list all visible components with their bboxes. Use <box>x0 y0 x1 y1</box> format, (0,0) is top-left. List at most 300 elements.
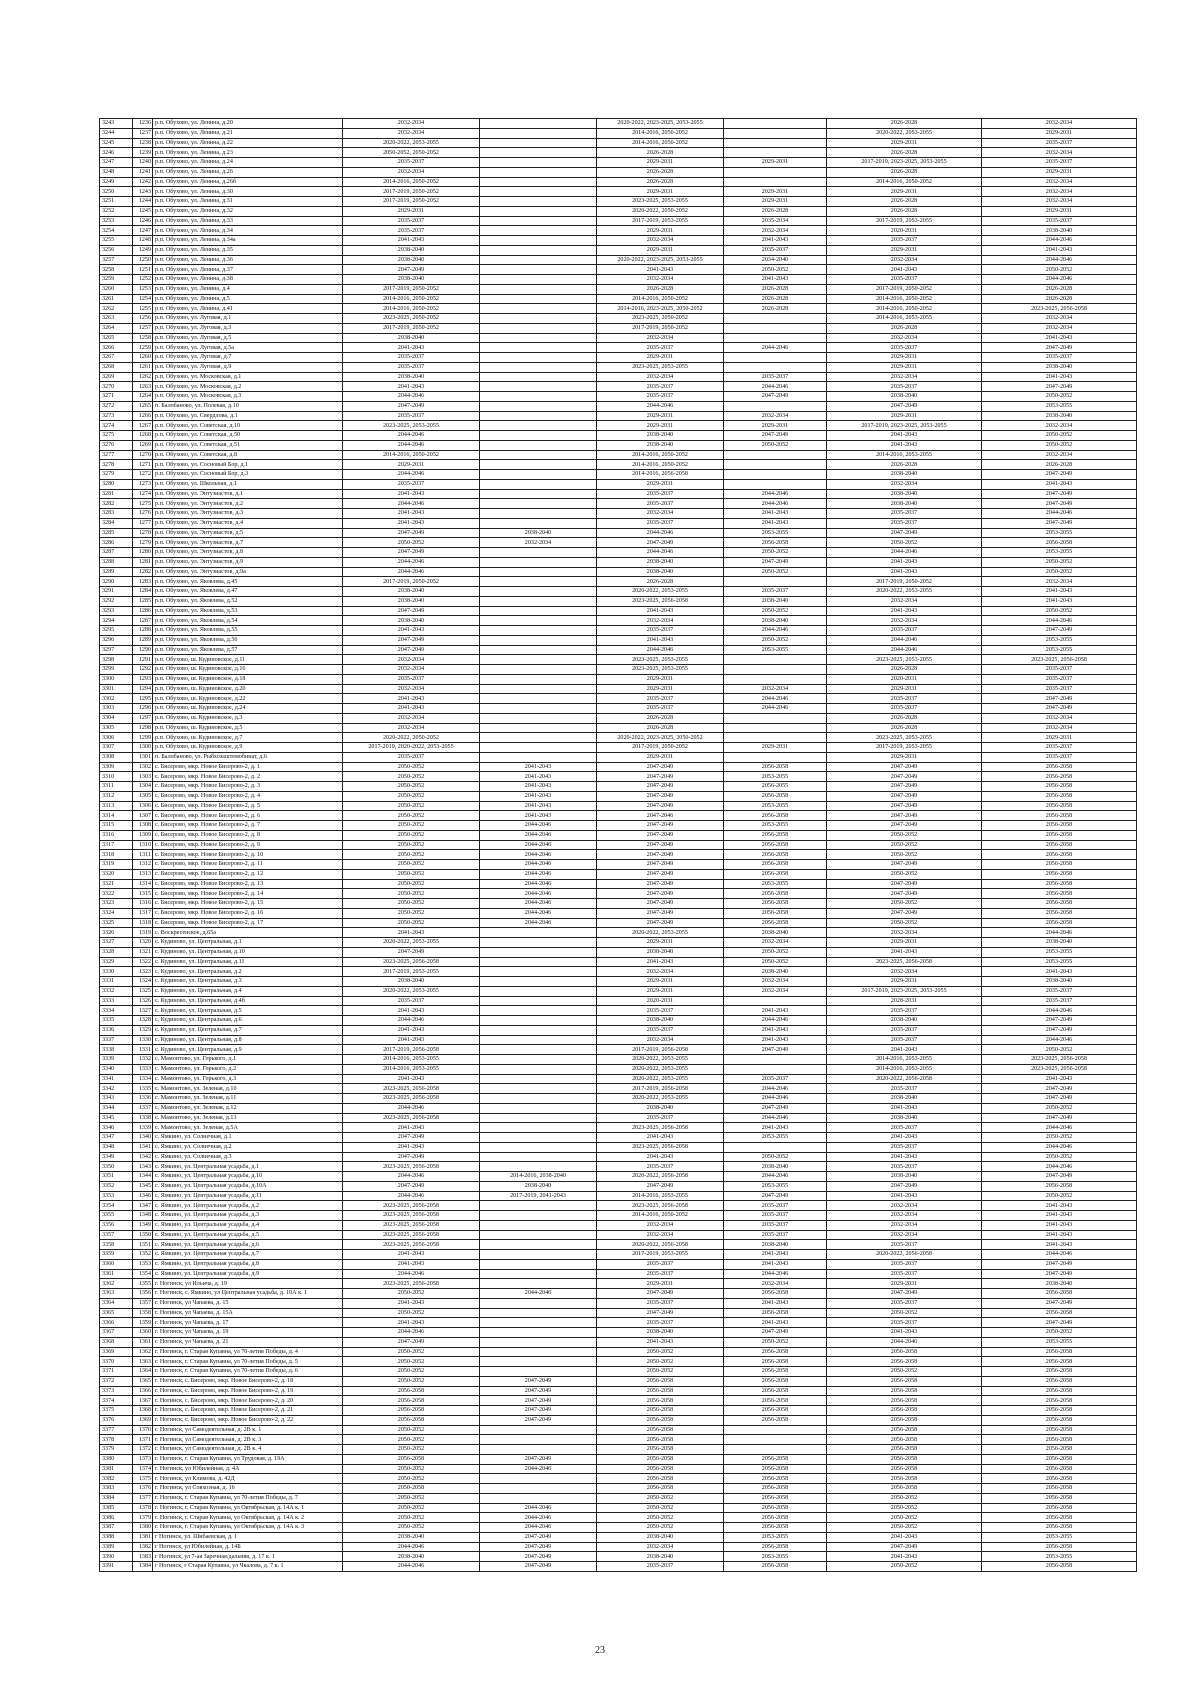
period-4-cell: 2038-2040 <box>724 1162 827 1172</box>
address-cell: с. Ямкино, ул. Центральная усадьба, д.7 <box>153 1250 343 1260</box>
period-6-cell: 2032-2034 <box>982 197 1137 207</box>
address-cell: р.п. Обухово, ул. Ленина, д.22 <box>153 138 343 148</box>
item-number-cell: 1354 <box>133 1269 153 1279</box>
period-6-cell: 2056-2058 <box>982 811 1137 821</box>
address-cell: с. Мамонтово, ул. Зеленая, д.10 <box>153 1084 343 1094</box>
row-index-cell: 3258 <box>100 265 133 275</box>
address-cell: г. Ногинск, ул Самодеятельная, д. 2В к. 3 <box>153 1435 343 1445</box>
period-2-cell: 2044-2046 <box>480 908 597 918</box>
item-number-cell: 1289 <box>133 635 153 645</box>
table-row <box>100 245 1137 255</box>
address-cell: с. Бисерово, мкр. Новое Бисерово-2, д. 3 <box>153 782 343 792</box>
period-3-cell: 2038-2040 <box>597 1328 724 1338</box>
period-1-cell: 2047-2049 <box>343 1181 480 1191</box>
table-row <box>100 1016 1137 1026</box>
period-6-cell: 2032-2034 <box>982 187 1137 197</box>
row-index-cell: 3278 <box>100 460 133 470</box>
period-6-cell: 2026-2028 <box>982 284 1137 294</box>
table-row <box>100 1347 1137 1357</box>
period-6-cell: 2038-2040 <box>982 1279 1137 1289</box>
address-cell: с. Бисерово, мкр. Новое Бисерово-2, д. 4 <box>153 791 343 801</box>
row-index-cell: 3369 <box>100 1347 133 1357</box>
period-2-cell <box>480 1211 597 1221</box>
address-cell: р.п. Обухово, ш. Кудиновское, д.5 <box>153 723 343 733</box>
period-4-cell <box>724 470 827 480</box>
period-5-cell: 2041-2043 <box>827 947 982 957</box>
row-index-cell: 3322 <box>100 889 133 899</box>
period-1-cell: 2050-2052 <box>343 782 480 792</box>
period-3-cell: 2044-2046 <box>597 645 724 655</box>
period-3-cell: 2014-2016, 2023-2025, 2050-2052 <box>597 304 724 314</box>
period-1-cell: 2023-2025, 2056-2058 <box>343 1201 480 1211</box>
period-4-cell <box>724 1445 827 1455</box>
period-1-cell: 2023-2025, 2056-2058 <box>343 1162 480 1172</box>
address-cell: с. Ямкино, ул. Центральная усадьба, д.3 <box>153 1211 343 1221</box>
item-number-cell: 1312 <box>133 860 153 870</box>
period-2-cell <box>480 1240 597 1250</box>
period-6-cell: 2032-2034 <box>982 323 1137 333</box>
address-cell: р.п. Обухово, ш. Кудиновское, д.22 <box>153 694 343 704</box>
period-2-cell <box>480 1425 597 1435</box>
row-index-cell: 3269 <box>100 372 133 382</box>
address-cell: с. Мамонтово, ул. Зеленая, д.5А <box>153 1123 343 1133</box>
period-6-cell: 2056-2058 <box>982 1181 1137 1191</box>
table-row <box>100 489 1137 499</box>
item-number-cell: 1314 <box>133 879 153 889</box>
period-3-cell: 2035-2037 <box>597 392 724 402</box>
period-5-cell: 2047-2049 <box>827 772 982 782</box>
table-row <box>100 665 1137 675</box>
period-3-cell: 2050-2052 <box>597 1523 724 1533</box>
table-row <box>100 138 1137 148</box>
period-6-cell: 2056-2058 <box>982 1367 1137 1377</box>
row-index-cell: 3376 <box>100 1415 133 1425</box>
period-2-cell <box>480 1064 597 1074</box>
period-6-cell: 2047-2049 <box>982 1172 1137 1182</box>
item-number-cell: 1307 <box>133 811 153 821</box>
period-4-cell: 2035-2037 <box>724 245 827 255</box>
period-3-cell: 2035-2037 <box>597 518 724 528</box>
item-number-cell: 1248 <box>133 236 153 246</box>
item-number-cell: 1290 <box>133 645 153 655</box>
table-row <box>100 226 1137 236</box>
period-2-cell <box>480 460 597 470</box>
address-cell: г. Ногинск, ул Юбилейная, д. 4А <box>153 1464 343 1474</box>
period-5-cell: 2056-2058 <box>827 1415 982 1425</box>
period-1-cell: 2035-2037 <box>343 479 480 489</box>
period-3-cell: 2035-2037 <box>597 499 724 509</box>
period-1-cell: 2050-2058 <box>343 1484 480 1494</box>
address-cell: р.п. Обухово, ул. Ленина, д.30 <box>153 187 343 197</box>
period-4-cell: 2053-2055 <box>724 821 827 831</box>
period-5-cell: 2038-2040 <box>827 470 982 480</box>
row-index-cell: 3388 <box>100 1532 133 1542</box>
period-2-cell <box>480 284 597 294</box>
row-index-cell: 3296 <box>100 635 133 645</box>
table-row <box>100 1542 1137 1552</box>
period-6-cell: 2056-2058 <box>982 918 1137 928</box>
period-1-cell: 2020-2022, 2053-2055 <box>343 986 480 996</box>
period-4-cell: 2056-2058 <box>724 1523 827 1533</box>
period-1-cell: 2041-2043 <box>343 236 480 246</box>
row-index-cell: 3366 <box>100 1318 133 1328</box>
row-index-cell: 3387 <box>100 1523 133 1533</box>
period-3-cell: 2032-2034 <box>597 333 724 343</box>
period-4-cell: 2038-2040 <box>724 1240 827 1250</box>
period-4-cell: 2056-2058 <box>724 1562 827 1572</box>
table-row <box>100 197 1137 207</box>
table-row <box>100 538 1137 548</box>
table-row <box>100 1503 1137 1513</box>
item-number-cell: 1304 <box>133 782 153 792</box>
address-cell: г. Ногинск, ул Чапаева, д. 17 <box>153 1318 343 1328</box>
address-cell: р.п. Обухово, ул. Энтузиастов, д.4 <box>153 518 343 528</box>
period-4-cell: 2056-2058 <box>724 1464 827 1474</box>
address-cell: р.п. Обухово, ул. Энтузиастов, д.5 <box>153 528 343 538</box>
period-6-cell: 2056-2058 <box>982 1464 1137 1474</box>
period-4-cell: 2044-2046 <box>724 1016 827 1026</box>
period-5-cell: 2050-2052 <box>827 1367 982 1377</box>
table-row <box>100 177 1137 187</box>
period-1-cell: 2050-2052 <box>343 879 480 889</box>
period-5-cell: 2044-2046 <box>827 635 982 645</box>
period-5-cell: 2041-2043 <box>827 1191 982 1201</box>
address-cell: п. Балобаново, ул. Полевая, д.10 <box>153 401 343 411</box>
row-index-cell: 3391 <box>100 1562 133 1572</box>
period-3-cell: 2020-2022, 2053-2055 <box>597 928 724 938</box>
item-number-cell: 1328 <box>133 1016 153 1026</box>
period-1-cell: 2050-2052 <box>343 1308 480 1318</box>
period-3-cell: 2029-2031 <box>597 353 724 363</box>
row-index-cell: 3287 <box>100 548 133 558</box>
table-row <box>100 548 1137 558</box>
period-3-cell: 2029-2031 <box>597 187 724 197</box>
address-cell: с. Бисерово, мкр. Новое Бисерово-2, д. 10 <box>153 850 343 860</box>
period-5-cell: 2050-2052 <box>827 840 982 850</box>
period-6-cell: 2047-2049 <box>982 1298 1137 1308</box>
address-cell: р.п. Обухово, ул. Яковлева, д.54 <box>153 616 343 626</box>
row-index-cell: 3357 <box>100 1230 133 1240</box>
period-5-cell: 2014-2016, 2050-2052 <box>827 177 982 187</box>
item-number-cell: 1282 <box>133 567 153 577</box>
period-2-cell <box>480 392 597 402</box>
row-index-cell: 3283 <box>100 509 133 519</box>
period-1-cell: 2032-2034 <box>343 655 480 665</box>
period-3-cell: 2041-2043 <box>597 957 724 967</box>
period-6-cell: 2056-2058 <box>982 782 1137 792</box>
period-2-cell <box>480 557 597 567</box>
period-6-cell: 2056-2058 <box>982 879 1137 889</box>
period-1-cell: 2050-2052 <box>343 1493 480 1503</box>
period-3-cell: 2020-2022, 2023-2025, 2050-2052 <box>597 733 724 743</box>
period-5-cell: 2032-2034 <box>827 967 982 977</box>
item-number-cell: 1323 <box>133 967 153 977</box>
period-1-cell: 2044-2046 <box>343 499 480 509</box>
period-6-cell: 2044-2046 <box>982 1035 1137 1045</box>
period-6-cell: 2029-2031 <box>982 206 1137 216</box>
period-4-cell: 2035-2037 <box>724 1201 827 1211</box>
period-5-cell: 2020-2022, 2053-2055 <box>827 587 982 597</box>
period-3-cell: 2056-2058 <box>597 1454 724 1464</box>
period-5-cell: 2047-2049 <box>827 782 982 792</box>
period-4-cell: 2041-2043 <box>724 1035 827 1045</box>
item-number-cell: 1319 <box>133 928 153 938</box>
period-4-cell: 2053-2055 <box>724 1181 827 1191</box>
period-5-cell: 2056-2058 <box>827 1474 982 1484</box>
period-6-cell: 2056-2058 <box>982 830 1137 840</box>
period-2-cell <box>480 197 597 207</box>
period-6-cell: 2056-2058 <box>982 1406 1137 1416</box>
table-row <box>100 1357 1137 1367</box>
period-5-cell: 2029-2031 <box>827 1279 982 1289</box>
item-number-cell: 1331 <box>133 1045 153 1055</box>
period-1-cell: 2050-2052 <box>343 538 480 548</box>
item-number-cell: 1377 <box>133 1493 153 1503</box>
period-5-cell: 2041-2043 <box>827 440 982 450</box>
period-5-cell: 2029-2031 <box>827 411 982 421</box>
item-number-cell: 1273 <box>133 479 153 489</box>
table-row <box>100 1532 1137 1542</box>
period-1-cell: 2050-2052 <box>343 1376 480 1386</box>
period-5-cell: 2056-2058 <box>827 1484 982 1494</box>
address-cell: р.п. Обухово, ул. Ленина, д.34 <box>153 226 343 236</box>
item-number-cell: 1270 <box>133 450 153 460</box>
period-3-cell: 2020-2022, 2056-2058 <box>597 1240 724 1250</box>
period-3-cell: 2047-2049 <box>597 889 724 899</box>
period-4-cell: 2050-2052 <box>724 548 827 558</box>
row-index-cell: 3330 <box>100 967 133 977</box>
period-5-cell: 2014-2016, 2053-2055 <box>827 314 982 324</box>
item-number-cell: 1268 <box>133 431 153 441</box>
address-cell: с. Кудиново, ул. Центральная, д.5 <box>153 1006 343 1016</box>
period-6-cell: 2047-2049 <box>982 704 1137 714</box>
period-1-cell: 2050-2052 <box>343 1503 480 1513</box>
address-cell: р.п. Обухово, ул. Яковлева, д.55 <box>153 626 343 636</box>
period-5-cell: 2041-2043 <box>827 1532 982 1542</box>
address-cell: р.п. Обухово, ул. Ленина, д.32 <box>153 206 343 216</box>
period-2-cell: 2044-2046 <box>480 869 597 879</box>
table-row <box>100 1201 1137 1211</box>
row-index-cell: 3312 <box>100 791 133 801</box>
address-cell: г. Ногинск, г. Старая Купавна, ул 70-летия Победы, д. 7 <box>153 1493 343 1503</box>
period-6-cell: 2047-2049 <box>982 1318 1137 1328</box>
table-row <box>100 821 1137 831</box>
item-number-cell: 1296 <box>133 704 153 714</box>
table-row <box>100 684 1137 694</box>
period-6-cell: 2023-2025, 2056-2058 <box>982 1064 1137 1074</box>
period-4-cell: 2044-2046 <box>724 1094 827 1104</box>
period-5-cell: 2041-2043 <box>827 1552 982 1562</box>
period-5-cell: 2038-2040 <box>827 489 982 499</box>
period-4-cell: 2056-2058 <box>724 840 827 850</box>
table-row <box>100 392 1137 402</box>
table-row <box>100 1454 1137 1464</box>
row-index-cell: 3293 <box>100 606 133 616</box>
period-2-cell <box>480 138 597 148</box>
period-4-cell: 2034-2040 <box>724 255 827 265</box>
period-2-cell <box>480 314 597 324</box>
address-cell: р.п. Обухово, ул. Яковлева, д.47 <box>153 587 343 597</box>
period-2-cell <box>480 489 597 499</box>
period-3-cell: 2047-2049 <box>597 1289 724 1299</box>
period-1-cell: 2023-2025, 2056-2058 <box>343 957 480 967</box>
address-cell: р.п. Обухово, ул. Советская, д.50 <box>153 431 343 441</box>
row-index-cell: 3361 <box>100 1269 133 1279</box>
period-3-cell: 2047-2049 <box>597 1181 724 1191</box>
row-index-cell: 3379 <box>100 1445 133 1455</box>
period-3-cell: 2026-2028 <box>597 167 724 177</box>
table-row <box>100 1337 1137 1347</box>
address-cell: г. Ногинск, г. Старая Купавна, ул 70-летия Победы, д. 4 <box>153 1347 343 1357</box>
row-index-cell: 3299 <box>100 665 133 675</box>
period-4-cell: 2044-2046 <box>724 1113 827 1123</box>
period-4-cell <box>724 177 827 187</box>
period-3-cell: 2056-2058 <box>597 1425 724 1435</box>
period-6-cell: 2050-2052 <box>982 1191 1137 1201</box>
address-cell: с. Кудиново, ул. Центральная, д.8 <box>153 1035 343 1045</box>
table-row <box>100 1386 1137 1396</box>
period-5-cell: 2020-2022, 2056-2058 <box>827 1250 982 1260</box>
period-6-cell: 2026-2028 <box>982 294 1137 304</box>
period-1-cell: 2047-2049 <box>343 401 480 411</box>
period-6-cell: 2047-2049 <box>982 1025 1137 1035</box>
period-2-cell <box>480 723 597 733</box>
period-1-cell: 2041-2043 <box>343 382 480 392</box>
period-4-cell: 2056-2058 <box>724 850 827 860</box>
table-row <box>100 596 1137 606</box>
period-6-cell: 2032-2034 <box>982 421 1137 431</box>
address-cell: с. Кудиново, ул. Центральная, д.1 <box>153 938 343 948</box>
period-6-cell: 2047-2049 <box>982 489 1137 499</box>
period-3-cell: 2035-2037 <box>597 1113 724 1123</box>
period-2-cell: 2017-2019, 2041-2043 <box>480 1191 597 1201</box>
period-1-cell: 2044-2046 <box>343 1269 480 1279</box>
period-5-cell: 2047-2049 <box>827 1181 982 1191</box>
period-5-cell: 2038-2040 <box>827 1094 982 1104</box>
address-cell: г. Ногинск, ул Климова, д. 42Д <box>153 1474 343 1484</box>
period-3-cell: 2047-2049 <box>597 791 724 801</box>
address-cell: р.п. Обухово, ул. Ленина, д.20 <box>153 119 343 129</box>
period-1-cell: 2035-2037 <box>343 216 480 226</box>
table-row <box>100 860 1137 870</box>
period-2-cell: 2041-2043 <box>480 791 597 801</box>
period-6-cell: 2047-2049 <box>982 499 1137 509</box>
row-index-cell: 3385 <box>100 1503 133 1513</box>
period-3-cell: 2056-2058 <box>597 1435 724 1445</box>
period-3-cell: 2047-2049 <box>597 830 724 840</box>
address-cell: р.п. Обухово, ул. Луговая, д.5а <box>153 343 343 353</box>
period-6-cell: 2056-2058 <box>982 791 1137 801</box>
period-2-cell <box>480 158 597 168</box>
table-row <box>100 674 1137 684</box>
period-4-cell <box>724 148 827 158</box>
period-4-cell: 2035-2034 <box>724 216 827 226</box>
period-5-cell: 2023-2025, 2053-2055 <box>827 733 982 743</box>
period-2-cell: 2044-2046 <box>480 1513 597 1523</box>
table-row <box>100 772 1137 782</box>
period-3-cell: 2023-2025, 2056-2058 <box>597 1142 724 1152</box>
period-1-cell: 2050-2052 <box>343 1464 480 1474</box>
period-4-cell: 2056-2058 <box>724 1484 827 1494</box>
period-1-cell: 2050-2052 <box>343 821 480 831</box>
period-1-cell: 2047-2049 <box>343 645 480 655</box>
table-row <box>100 645 1137 655</box>
item-number-cell: 1262 <box>133 372 153 382</box>
period-5-cell: 2014-2016, 2050-2052 <box>827 304 982 314</box>
period-4-cell: 2056-2058 <box>724 1513 827 1523</box>
address-cell: р.п. Обухово, ул. Ленина, д.31 <box>153 197 343 207</box>
table-row <box>100 1142 1137 1152</box>
address-cell: с. Кудиново, ул. Центральная, д.4б <box>153 996 343 1006</box>
period-4-cell: 2038-2040 <box>724 928 827 938</box>
row-index-cell: 3381 <box>100 1464 133 1474</box>
item-number-cell: 1320 <box>133 938 153 948</box>
period-1-cell: 2041-2043 <box>343 1025 480 1035</box>
period-2-cell: 2044-2046 <box>480 918 597 928</box>
period-6-cell: 2047-2049 <box>982 343 1137 353</box>
period-2-cell <box>480 265 597 275</box>
period-5-cell: 2026-2028 <box>827 323 982 333</box>
address-cell: с. Ямкино, ул. Центральная усадьба, д.8 <box>153 1259 343 1269</box>
row-index-cell: 3327 <box>100 938 133 948</box>
period-3-cell: 2017-2019, 2053-2055 <box>597 1250 724 1260</box>
period-6-cell: 2035-2037 <box>982 684 1137 694</box>
period-2-cell <box>480 1123 597 1133</box>
period-4-cell: 2056-2058 <box>724 899 827 909</box>
period-1-cell: 2050-2052 <box>343 1357 480 1367</box>
period-4-cell: 2041-2043 <box>724 1025 827 1035</box>
address-cell: р.п. Обухово, ул. Луговая, д.7 <box>153 353 343 363</box>
period-1-cell: 2050-2052 <box>343 801 480 811</box>
period-6-cell: 2032-2034 <box>982 450 1137 460</box>
item-number-cell: 1374 <box>133 1464 153 1474</box>
period-5-cell: 2041-2043 <box>827 265 982 275</box>
row-index-cell: 3362 <box>100 1279 133 1289</box>
table-row <box>100 762 1137 772</box>
period-3-cell: 2038-2040 <box>597 431 724 441</box>
table-row <box>100 167 1137 177</box>
period-3-cell: 2032-2034 <box>597 509 724 519</box>
period-1-cell: 2041-2043 <box>343 1298 480 1308</box>
table-row <box>100 1133 1137 1143</box>
item-number-cell: 1357 <box>133 1298 153 1308</box>
row-index-cell: 3380 <box>100 1454 133 1464</box>
address-cell: р.п. Обухово, ул. Луговая, д.5 <box>153 333 343 343</box>
period-5-cell: 2017-2019, 2050-2052 <box>827 284 982 294</box>
row-index-cell: 3291 <box>100 587 133 597</box>
row-index-cell: 3286 <box>100 538 133 548</box>
period-3-cell: 2047-2049 <box>597 801 724 811</box>
item-number-cell: 1316 <box>133 899 153 909</box>
row-index-cell: 3336 <box>100 1025 133 1035</box>
period-2-cell <box>480 1094 597 1104</box>
period-1-cell: 2047-2049 <box>343 528 480 538</box>
item-number-cell: 1317 <box>133 908 153 918</box>
period-1-cell: 2023-2025, 2053-2055 <box>343 421 480 431</box>
period-4-cell: 2044-2046 <box>724 704 827 714</box>
period-5-cell: 2041-2043 <box>827 431 982 441</box>
period-5-cell: 2056-2058 <box>827 1464 982 1474</box>
table-row <box>100 567 1137 577</box>
period-3-cell: 2038-2040 <box>597 1016 724 1026</box>
address-cell: р.п. Обухово, ул. Энтузиастов, д.9а <box>153 567 343 577</box>
period-2-cell <box>480 1230 597 1240</box>
row-index-cell: 3343 <box>100 1094 133 1104</box>
address-cell: р.п. Обухово, ул. Ленина, д.34а <box>153 236 343 246</box>
period-4-cell: 2044-2046 <box>724 1084 827 1094</box>
row-index-cell: 3341 <box>100 1074 133 1084</box>
period-4-cell: 2035-2037 <box>724 1230 827 1240</box>
